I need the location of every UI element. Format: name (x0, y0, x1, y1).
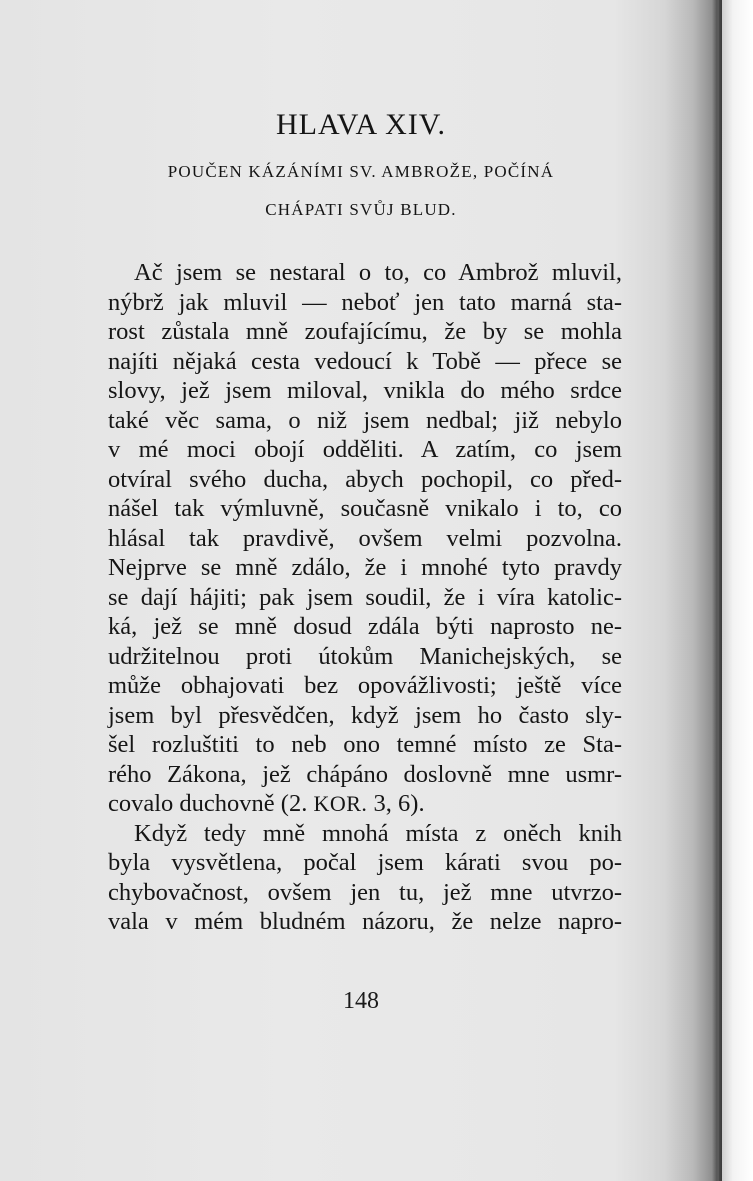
chapter-title: HLAVA XIV. (275, 108, 447, 141)
text-line: otvíral svého ducha, abych pochopil, co před- (108, 465, 622, 493)
text-line: Když tedy mně mnohá místa z oněch knih (134, 819, 622, 847)
body-text (108, 258, 622, 937)
text-line: rého Zákona, jež chápáno doslovně mne usmr- (108, 760, 622, 788)
text-line: nášel tak výmluvně, současně vnikalo i to, co (108, 495, 622, 522)
text-line: Ač jsem se nestaral o to, co Ambrož mluvil, (134, 259, 622, 286)
text-line: najíti nějaká cesta vedoucí k Tobě — přece se (108, 347, 622, 375)
chapter-subtitle-line-2: CHÁPATI SVŮJ BLUD. (265, 200, 457, 219)
text-line: může obhajovati bez opovážlivosti; ještě více (108, 672, 622, 699)
text-line: udržitelnou proti útokům Manichejských, se (108, 642, 622, 670)
chapter-subtitle-line-1: POUČEN KÁZÁNÍMI SV. AMBROŽE, POČÍNÁ (167, 162, 555, 181)
text-line: také věc sama, o niž jsem nedbal; již nebylo (108, 406, 622, 434)
text-line-with-citation (108, 789, 622, 819)
text-line: v mé moci obojí odděliti. A zatím, co jsem (108, 436, 622, 463)
text-fragment: 3, 6). (367, 790, 425, 817)
text-line: slovy, jež jsem miloval, vnikla do mého srdce (108, 377, 622, 404)
text-line: se dají hájiti; pak jsem soudil, že i víra katolic- (108, 583, 622, 611)
text-line: ká, jež se mně dosud zdála býti naprosto ne- (108, 613, 622, 640)
page-margin-edge (722, 0, 753, 1181)
text-line: rost zůstala mně zoufajícímu, že by se mohla (108, 318, 622, 345)
bible-citation-book: KOR. (313, 791, 368, 816)
text-line: jsem byl přesvědčen, když jsem ho často sly- (108, 701, 622, 729)
text-fragment: covalo duchovně (2. (108, 790, 314, 817)
text-line: chybovačnost, ovšem jen tu, jež mne utvrzo- (108, 878, 622, 906)
text-line: hlásal tak pravdivě, ovšem velmi pozvolna. (108, 524, 622, 552)
text-line: Nejprve se mně zdálo, že i mnohé tyto pravdy (108, 554, 622, 581)
text-line: vala v mém bludném názoru, že nelze napro- (108, 908, 622, 935)
text-line: šel rozluštiti to neb ono temné místo ze Sta- (108, 731, 622, 758)
text-line: byla vysvětlena, počal jsem kárati svou po- (108, 849, 622, 876)
text-line: nýbrž jak mluvil — neboť jen tato marná sta- (108, 288, 622, 316)
page-number: 148 (343, 988, 379, 1014)
